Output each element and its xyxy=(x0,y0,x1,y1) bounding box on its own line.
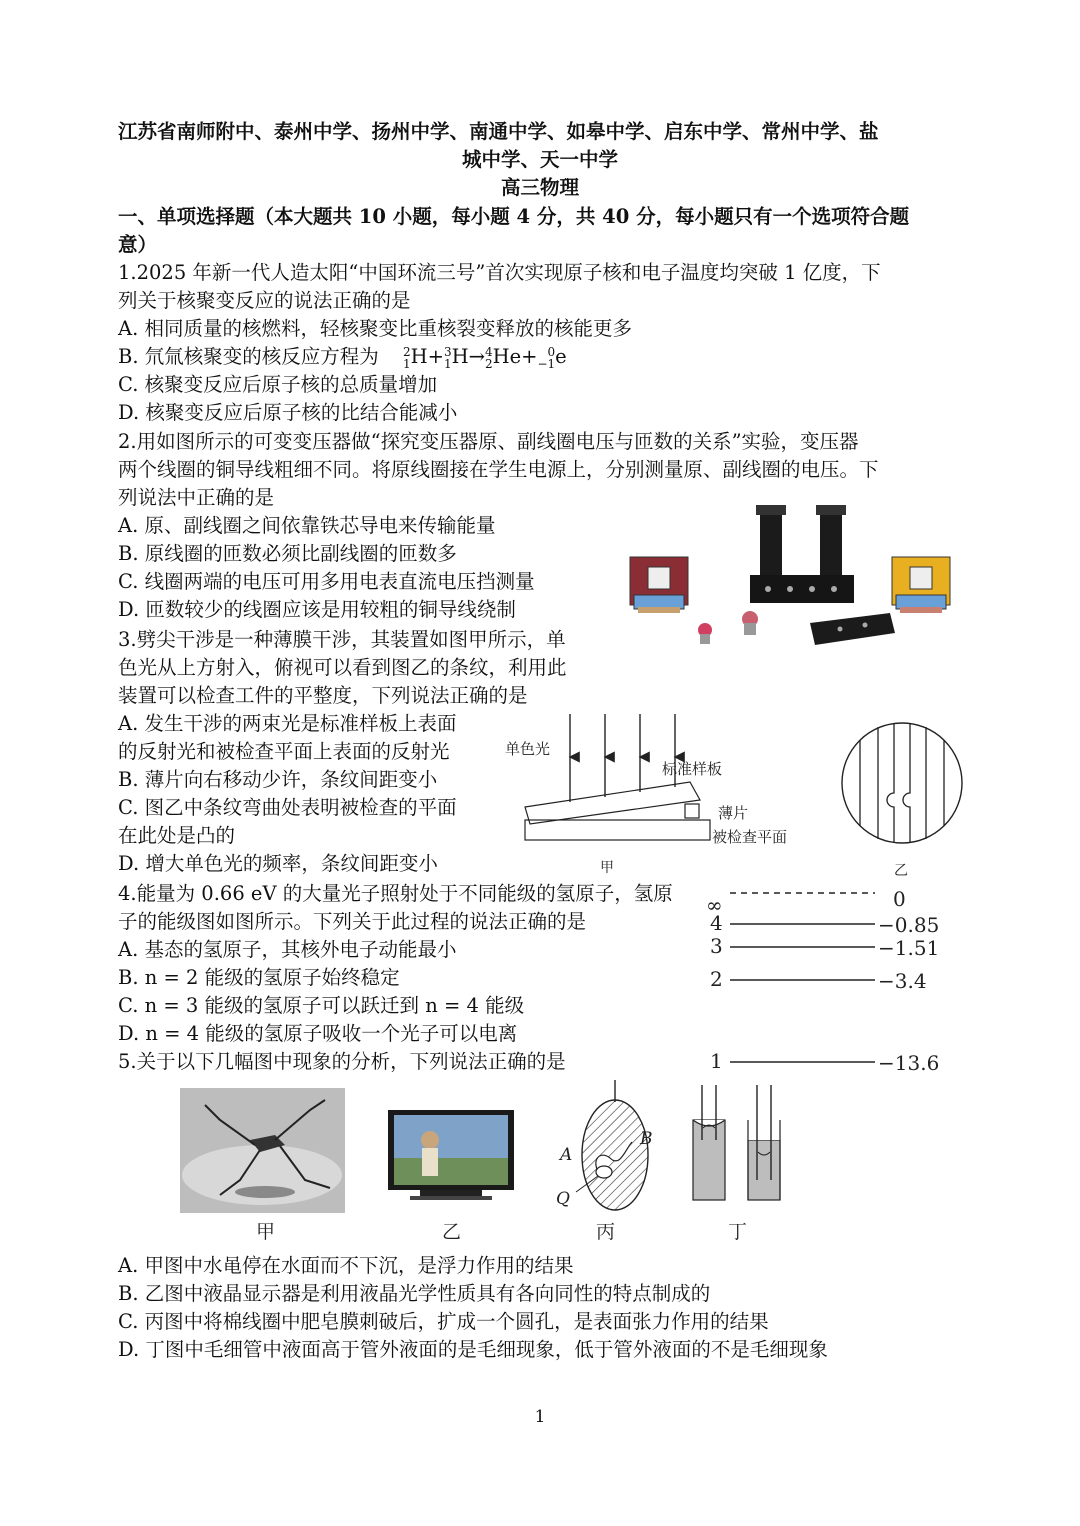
level-inf xyxy=(706,887,906,917)
q3-stem-line-1: 3.劈尖干涉是一种薄膜干涉，其装置如图甲所示，单 xyxy=(118,628,566,651)
level-2-energy: −3.4 xyxy=(878,969,927,993)
q3-option-b: B. 薄片向右移动少许，条纹间距变小 xyxy=(118,768,438,791)
q4-option-a: A. 基态的氢原子，其核外电子动能最小 xyxy=(118,938,457,961)
q2-option-d: D. 匝数较少的线圈应该是用较粗的铜导线绕制 xyxy=(118,598,516,621)
q3-option-c-line-2: 在此处是凸的 xyxy=(118,824,236,847)
page-number: 1 xyxy=(534,1407,546,1427)
level-4-n: 4 xyxy=(710,911,723,935)
q5-stem: 5.关于以下几幅图中现象的分析，下列说法正确的是 xyxy=(118,1050,566,1073)
section-heading-line-2: 意） xyxy=(118,233,158,256)
q5-option-b: B. 乙图中液晶显示器是利用液晶光学性质具有各向同性的特点制成的 xyxy=(118,1282,711,1305)
level-inf-n: ∞ xyxy=(706,893,723,917)
title-line-2: 城中学、天一中学 xyxy=(461,148,618,171)
level-3 xyxy=(710,934,939,960)
level-inf-energy: 0 xyxy=(893,887,906,911)
q3-option-c-line-1: C. 图乙中条纹弯曲处表明被检查的平面 xyxy=(118,796,457,819)
q5-option-c: C. 丙图中将棉线圈中肥皂膜刺破后，扩成一个圆孔，是表面张力作用的结果 xyxy=(118,1310,769,1333)
level-2 xyxy=(710,967,927,993)
left-coil-image xyxy=(630,557,688,613)
transformer-figure xyxy=(620,495,980,660)
q3-option-a-line-1: A. 发生干涉的两束光是标准样板上表面 xyxy=(118,712,457,735)
q1-option-a: A. 相同质量的核燃料，轻核聚变比重核裂变释放的核能更多 xyxy=(118,317,632,340)
wedge-interference-figure xyxy=(500,712,820,877)
capillary-tubes-figure xyxy=(693,1085,780,1200)
q3-stem-line-2: 色光从上方射入，俯视可以看到图乙的条纹，利用此 xyxy=(118,656,567,679)
caption-fig-bing: 丙 xyxy=(596,1221,616,1243)
q1-option-b xyxy=(118,343,567,371)
q2-stem-line-3: 列说法中正确的是 xyxy=(118,486,275,509)
caption-yi: 乙 xyxy=(894,863,908,879)
soap-film-loop-figure xyxy=(556,1080,653,1210)
q2-stem-line-2: 两个线圈的铜导线粗细不同。将原线圈接在学生电源上，分别测量原、副线圈的电压。下 xyxy=(118,458,879,481)
label-a: A xyxy=(560,1145,573,1165)
label-q: Q xyxy=(556,1189,570,1209)
q2-option-a: A. 原、副线圈之间依靠铁芯导电来传输能量 xyxy=(118,514,496,537)
q1-stem-line-2: 列关于核聚变反应的说法正确的是 xyxy=(118,289,411,312)
caption-fig-yi: 乙 xyxy=(442,1221,462,1243)
u-iron-core-image xyxy=(750,505,854,603)
label-b: B xyxy=(640,1129,653,1149)
q4-option-c: C. n = 3 能级的氢原子可以跃迁到 n = 4 能级 xyxy=(118,994,525,1017)
level-1-n: 1 xyxy=(710,1049,723,1073)
fringe-pattern-figure xyxy=(838,715,968,880)
iron-bar-image xyxy=(810,613,895,645)
level-4 xyxy=(710,911,939,937)
label-standard-plate: 标准样板 xyxy=(662,760,723,778)
q3-option-a-line-2: 的反射光和被检查平面上表面的反射光 xyxy=(118,740,450,763)
level-1 xyxy=(710,1049,939,1075)
level-2-n: 2 xyxy=(710,967,723,991)
q4-option-b: B. n = 2 能级的氢原子始终稳定 xyxy=(118,966,400,989)
q1-option-d: D. 核聚变反应后原子核的比结合能减小 xyxy=(118,401,458,424)
terminal-knobs-image xyxy=(698,611,758,644)
section-heading-line-1: 一、单项选择题（本大题共 10 小题，每小题 4 分，共 40 分，每小题只有一个选项符合题 xyxy=(118,205,910,228)
title-line-1: 江苏省南师附中、泰州中学、扬州中学、南通中学、如皋中学、启东中学、常州中学、盐 xyxy=(118,120,879,143)
q1-option-c: C. 核聚变反应后原子核的总质量增加 xyxy=(118,373,438,396)
water-strider-photo xyxy=(180,1088,345,1213)
label-light: 单色光 xyxy=(505,740,551,758)
q5-option-d: D. 丁图中毛细管中液面高于管外液面的是毛细现象，低于管外液面的不是毛细现象 xyxy=(118,1338,828,1361)
level-4-energy: −0.85 xyxy=(878,913,940,937)
nuclear-equation: 2 1H+3 1H→4 2He+ 0 −1e xyxy=(402,344,567,371)
caption-jia: 甲 xyxy=(600,860,614,876)
q1-option-b-prefix: B. 氘氚核聚变的核反应方程为 xyxy=(118,345,379,368)
caption-fig-ding: 丁 xyxy=(728,1221,748,1243)
q4-stem-line-1: 4.能量为 0.66 eV 的大量光子照射处于不同能级的氢原子，氢原 xyxy=(118,882,673,905)
q5-figures-row xyxy=(180,1080,800,1250)
q2-stem-line-1: 2.用如图所示的可变变压器做“探究变压器原、副线圈电压与匝数的关系”实验，变压器 xyxy=(118,430,859,453)
energy-level-diagram xyxy=(700,880,960,1080)
q1-stem-line-1: 1.2025 年新一代人造太阳“中国环流三号”首次实现原子核和电子温度均突破 1 亿度，下 xyxy=(118,261,881,284)
subtitle: 高三物理 xyxy=(500,176,579,199)
level-3-n: 3 xyxy=(710,934,723,958)
lcd-monitor-photo xyxy=(388,1110,514,1200)
level-1-energy: −13.6 xyxy=(878,1051,940,1075)
label-thin-sheet: 薄片 xyxy=(718,804,749,822)
q4-stem-line-2: 子的能级图如图所示。下列关于此过程的说法正确的是 xyxy=(118,910,587,933)
q2-option-c: C. 线圈两端的电压可用多用电表直流电压挡测量 xyxy=(118,570,535,593)
q4-option-d: D. n = 4 能级的氢原子吸收一个光子可以电离 xyxy=(118,1022,518,1045)
caption-fig-jia: 甲 xyxy=(256,1221,276,1243)
q3-stem-line-3: 装置可以检查工件的平整度，下列说法正确的是 xyxy=(118,684,528,707)
q2-option-b: B. 原线圈的匝数必须比副线圈的匝数多 xyxy=(118,542,457,565)
level-3-energy: −1.51 xyxy=(878,936,940,960)
right-coil-image xyxy=(892,557,950,613)
q5-option-a: A. 甲图中水黾停在水面而不下沉，是浮力作用的结果 xyxy=(118,1254,574,1277)
label-inspected-surface: 被检查平面 xyxy=(712,828,788,846)
q3-option-d: D. 增大单色光的频率，条纹间距变小 xyxy=(118,852,438,875)
